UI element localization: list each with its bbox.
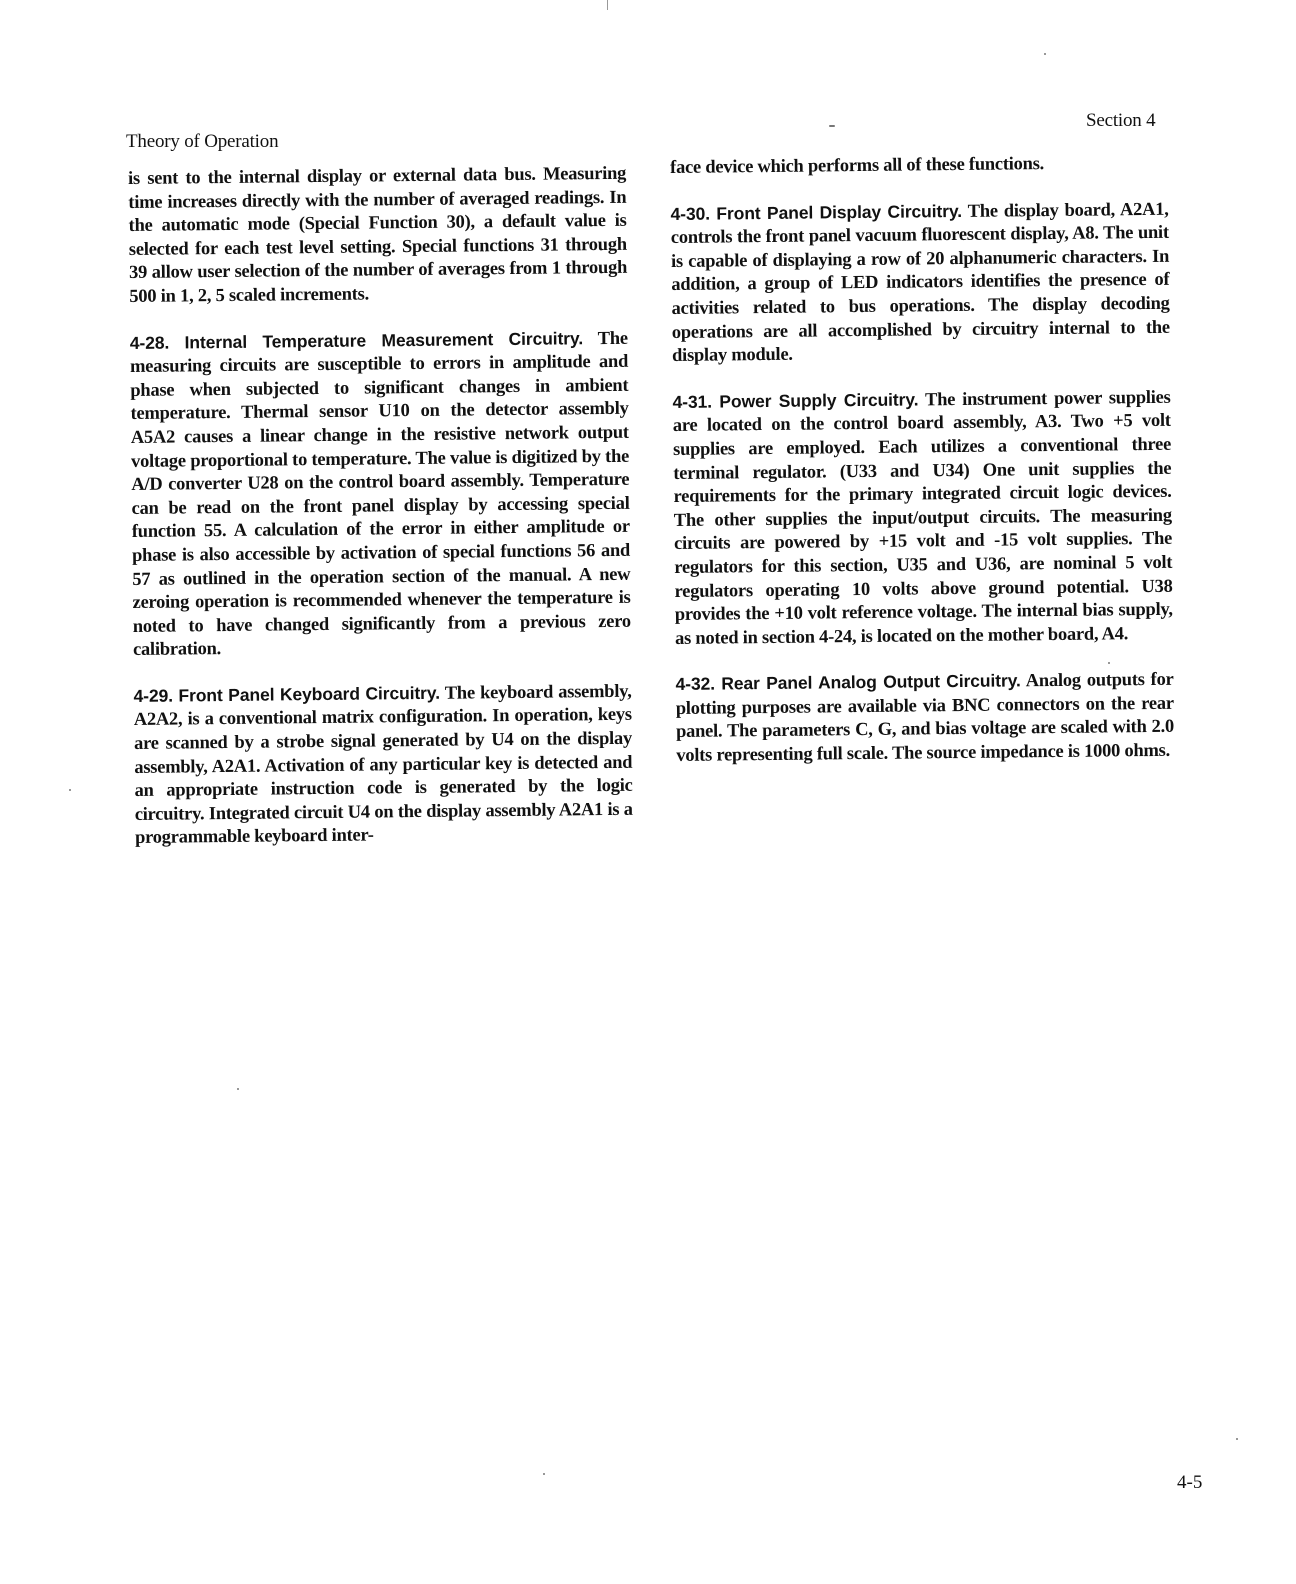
paragraph-text: face device which performs all of these functions. xyxy=(670,154,1045,178)
running-header-title: Theory of Operation xyxy=(126,131,279,152)
scan-speck xyxy=(543,1473,545,1475)
left-column xyxy=(128,163,633,873)
scan-speck xyxy=(1044,53,1046,55)
scan-speck xyxy=(1108,662,1110,664)
scan-speck xyxy=(1236,1438,1238,1440)
scan-mark xyxy=(607,0,608,10)
section-heading: 4-32. Rear Panel Analog Output Circuitry. xyxy=(675,670,1021,695)
section-4-28 xyxy=(130,326,631,663)
running-header-section: Section 4 xyxy=(1086,110,1156,131)
paragraph-text: The display board, A2A1, controls the front panel vacuum fluorescent display, A8. The unit is capable of displaying a row of 20 alphanumeric characters. In addition, a group of LED indicators identifies the presence of activities related to bus operations. The display decoding operations are all accomplished by circuitry internal to the display module. xyxy=(670,199,1170,367)
section-heading: 4-31. Power Supply Circuitry. xyxy=(672,389,919,412)
section-4-31 xyxy=(672,386,1173,652)
scan-speck xyxy=(829,125,835,127)
scan-speck xyxy=(237,1088,239,1090)
section-4-30 xyxy=(670,197,1170,368)
paragraph-continuation xyxy=(128,163,627,310)
section-heading: 4-30. Front Panel Display Circuitry. xyxy=(670,200,963,224)
section-4-29 xyxy=(133,680,633,851)
paragraph-text: The measuring circuits are susceptible to errors in amplitude and phase when subjected to significant changes in ambient temperature. Thermal sensor U10 on the detector assembly A5A2 causes a linear change in the resistive network output voltage proportional to temperature. The value is digitized by the A/D converter U28 on the control board assembly. Temperature can be read on the front panel display by accessing special function 55. A calculation of the error in either amplitude or phase is also accessible by activation of special functions 56 and 57 as outlined in the operation section of the manual. A new zeroing operation is recommended whenever the temperature is noted to have changed significantly from a previous zero calibration. xyxy=(129,328,631,661)
paragraph-text: The keyboard assembly, A2A2, is a conventional matrix configuration. In operation, keys are scanned by a strobe signal generated by U4 on the display assembly, A2A1. Activation of any particular key is detected and an appropriate instruction code is generated by the logic circuitry. Integrated circuit U4 on the display assembly A2A1 is a programmable keyboard inter- xyxy=(133,681,633,849)
scan-speck xyxy=(69,789,71,791)
right-column xyxy=(670,152,1175,791)
paragraph-text: is sent to the internal display or external data bus. Measuring time increases directly with the number of averaged readings. In the automatic mode (Special Function 30), a default value is selected for each test level setting. Special functions 31 through 39 allow user selection of the number of averages from 1 through 500 in 1, 2, 5 scaled increments. xyxy=(128,163,628,307)
paragraph-text: Analog outputs for plotting purposes are available via BNC connectors on the rear panel. The parameters C, G, and bias voltage are scaled with 2.0 volts representing full scale. The source impedance is 1000 ohms. xyxy=(675,670,1175,767)
section-heading: 4-29. Front Panel Keyboard Circuitry. xyxy=(133,682,441,706)
paragraph-text: The instrument power supplies are located on the control board assembly, A3. Two +5 volt supplies are employed. Each utilizes a conventional three terminal regulator. (U33 and U34) One unit supplies the requirements for the primary integrated circuit logic devices. The other supplies the input/output circuits. The measuring circuits are powered by +15 volt and -15 volt supplies. The regulators for this section, U35 and U36, are nominal 5 volt regulators operating 10 volts above ground potential. U38 provides the +10 volt reference voltage. The internal bias supply, as noted in section 4-24, is located on the mother board, A4. xyxy=(672,387,1173,649)
section-4-32 xyxy=(675,668,1174,769)
paragraph-continuation xyxy=(670,152,1168,181)
section-heading: 4-28. Internal Temperature Measurement Circuitry. xyxy=(129,327,584,353)
page-number: 4-5 xyxy=(1177,1472,1203,1493)
